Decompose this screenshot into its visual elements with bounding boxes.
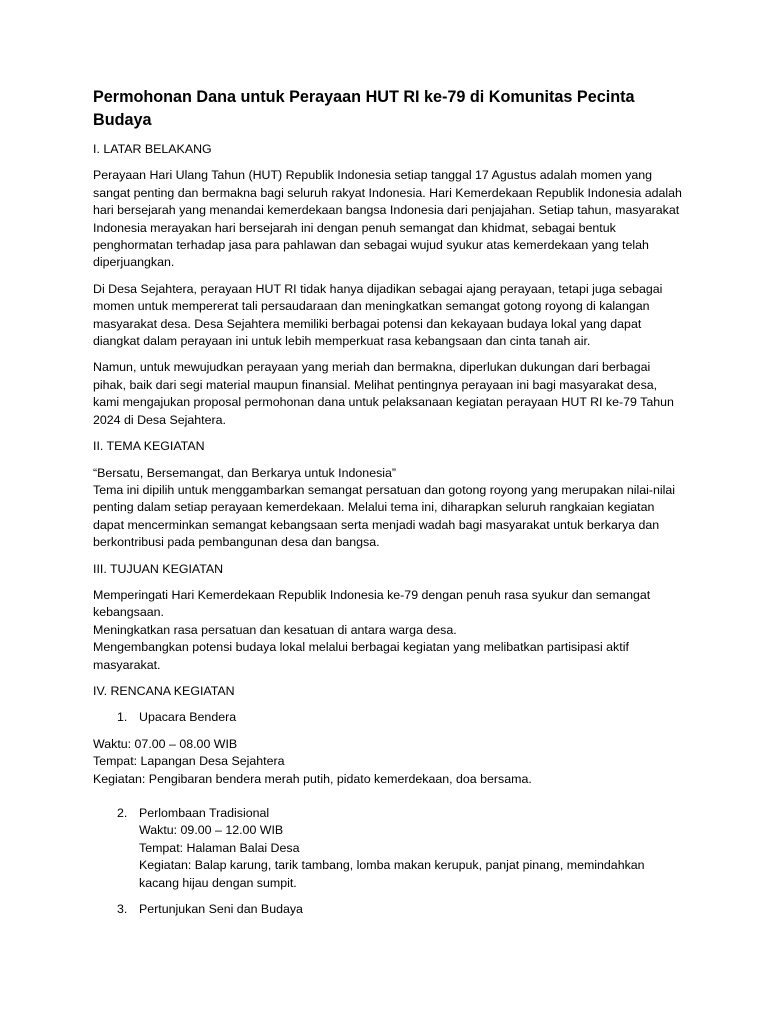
tema-quote: “Bersatu, Bersemangat, dan Berkarya untuk Indonesia” <box>93 465 397 480</box>
rencana-item-3-number: 3. <box>117 902 128 917</box>
section-heading-tujuan: III. TUJUAN KEGIATAN <box>93 561 224 576</box>
rencana-item-3 <box>93 901 683 918</box>
tema-description: Tema ini dipilih untuk menggambarkan semangat persatuan dan gotong royong yang merupakan nilai-nilai penting dalam setiap perayaan kemerdekaan. Melalui tema ini, diharapkan seluruh rangkaian kegiatan dapat mencerminkan semangat kebangsaan serta menjadi wadah bagi masyarakat untuk berkarya dan berkontribusi pada pembangunan desa dan bangsa. <box>93 482 676 550</box>
tujuan-item-3: Mengembangkan potensi budaya lokal melalui berbagai kegiatan yang melibatkan partisipasi aktif masyarakat. <box>93 640 629 672</box>
rencana-item-1-details <box>93 736 683 788</box>
paragraph-tema <box>93 465 683 552</box>
rencana-item-1-tempat: Tempat: Lapangan Desa Sejahtera <box>93 754 285 769</box>
rencana-item-2-waktu: Waktu: 09.00 – 12.00 WIB <box>139 823 284 838</box>
tujuan-item-2: Meningkatkan rasa persatuan dan kesatuan di antara warga desa. <box>93 622 457 637</box>
rencana-item-2 <box>93 797 683 892</box>
rencana-item-1-name: Upacara Bendera <box>139 710 237 725</box>
rencana-item-2-kegiatan: Kegiatan: Balap karung, tarik tambang, lomba makan kerupuk, panjat pinang, memindahkan kacang hijau dengan sumpit. <box>139 858 645 890</box>
rencana-item-2-tempat: Tempat: Halaman Balai Desa <box>139 840 300 855</box>
tujuan-item-1: Memperingati Hari Kemerdekaan Republik Indonesia ke-79 dengan penuh rasa syukur dan semangat kebangsaan. <box>93 587 651 620</box>
section-heading-tema: II. TEMA KEGIATAN <box>93 439 205 454</box>
paragraph-latar-belakang-2: Di Desa Sejahtera, perayaan HUT RI tidak hanya dijadikan sebagai ajang perayaan, tetapi juga sebagai momen untuk mempererat tali persaudaraan dan meningkatkan semangat gotong royong di kalangan masyarakat desa. Desa Sejahtera memiliki berbagai potensi dan kekayaan budaya lokal yang dapat diangkat dalam perayaan ini untuk lebih memperkuat rasa kebangsaan dan cinta tanah air. <box>93 281 663 349</box>
rencana-item-1-number: 1. <box>117 710 128 725</box>
rencana-item-1-kegiatan: Kegiatan: Pengibaran bendera merah putih, pidato kemerdekaan, doa bersama. <box>93 771 532 786</box>
rencana-item-1-waktu: Waktu: 07.00 – 08.00 WIB <box>93 736 238 751</box>
paragraph-latar-belakang-1: Perayaan Hari Ulang Tahun (HUT) Republik Indonesia setiap tanggal 17 Agustus adalah momen yang sangat penting dan bermakna bagi seluruh rakyat Indonesia. Hari Kemerdekaan Republik Indonesia adalah hari bersejarah yang menandai kemerdekaan bangsa Indonesia dari penjajahan. Setiap tahun, masyarakat Indonesia merayakan hari bersejarah ini dengan penuh semangat dan khidmat, sebagai bentuk penghormatan terhadap jasa para pahlawan dan sebagai wujud syukur atas kemerdekaan yang telah diperjuangkan. <box>93 168 682 270</box>
rencana-item-1 <box>93 709 683 726</box>
document-title: Permohonan Dana untuk Perayaan HUT RI ke-79 di Komunitas Pecinta Budaya <box>93 88 635 129</box>
section-heading-rencana: IV. RENCANA KEGIATAN <box>93 683 235 698</box>
document-page <box>93 86 683 927</box>
rencana-item-2-number: 2. <box>117 806 128 820</box>
section-heading-latar-belakang: I. LATAR BELAKANG <box>93 142 212 156</box>
rencana-item-3-name: Pertunjukan Seni dan Budaya <box>139 902 303 917</box>
paragraph-tujuan <box>93 587 683 674</box>
paragraph-latar-belakang-3: Namun, untuk mewujudkan perayaan yang meriah dan bermakna, diperlukan dukungan dari berbagai pihak, baik dari segi material maupun finansial. Melihat pentingnya perayaan ini bagi masyarakat desa, kami mengajukan proposal permohonan dana untuk pelaksanaan kegiatan perayaan HUT RI ke-79 Tahun 2024 di Desa Sejahtera. <box>93 360 674 427</box>
rencana-item-2-name: Perlombaan Tradisional <box>139 806 270 820</box>
